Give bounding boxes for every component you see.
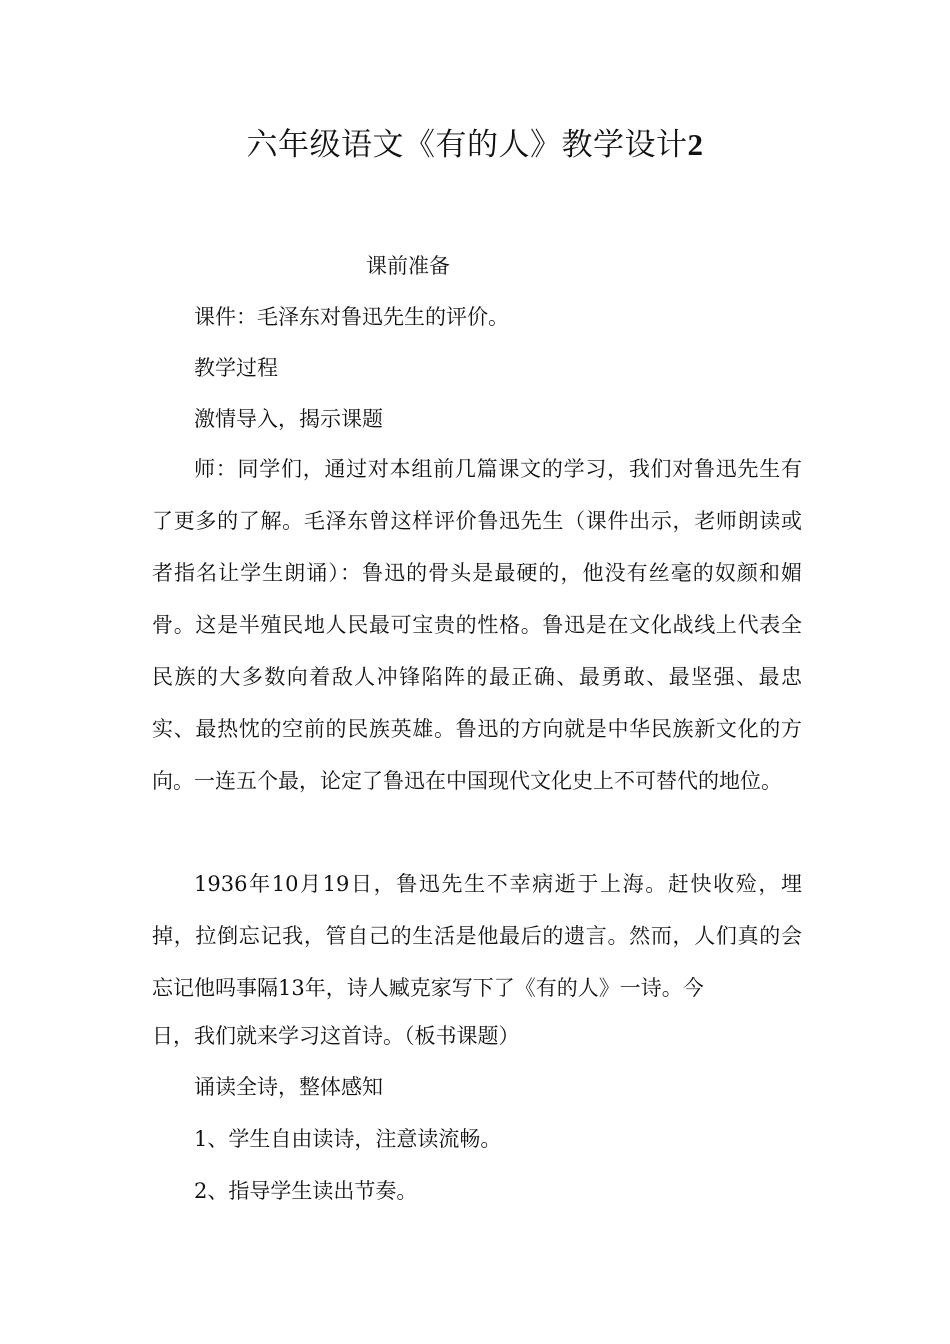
paragraph-background-end: 日，我们就来学习这首诗。（板书课题） xyxy=(152,1024,520,1048)
paragraph-intro: 师：同学们，通过对本组前几篇课文的学习，我们对鲁迅先生有了更多的了解。毛泽东曾这样评价鲁迅先生（课件出示，老师朗读或者指名让学生朗诵）：鲁迅的骨头是最硬的，他没有丝毫的奴颜和媚骨。这是半殖民地人民最可宝贵的性格。鲁迅是在文化战线上代表全民族的大多数向着敌人冲锋陷阵的最正确、最勇敢、最坚强、最忠实、最热忱的空前的民族英雄。鲁迅的方向就是中华民族新文化的方向。一连五个最，论定了鲁迅在中国现代文化史上不可替代的地位。 xyxy=(152,457,802,793)
document-title xyxy=(0,122,950,168)
title-number: 2 xyxy=(687,127,704,162)
step-heading-reading: 诵读全诗，整体感知 xyxy=(194,1075,383,1099)
paragraph-background: 1936年10月19日，鲁迅先生不幸病逝于上海。赶快收殓，埋掉，拉倒忘记我，管自己的生活是他最后的遗言。然而，人们真的会忘记他吗事隔13年，诗人臧克家写下了《有的人》一诗。今 xyxy=(152,872,802,1000)
title-text: 六年级语文《有的人》教学设计 xyxy=(246,127,688,163)
section-heading-process: 教学过程 xyxy=(194,356,278,380)
list-item-2: 2、指导学生读出节奏。 xyxy=(194,1179,418,1203)
list-item-1: 1、学生自由读诗，注意读流畅。 xyxy=(194,1127,502,1151)
courseware-line: 课件：毛泽东对鲁迅先生的评价。 xyxy=(194,305,509,329)
section-heading-prep: 课前准备 xyxy=(366,254,450,278)
step-heading-intro: 激情导入，揭示课题 xyxy=(194,407,383,431)
